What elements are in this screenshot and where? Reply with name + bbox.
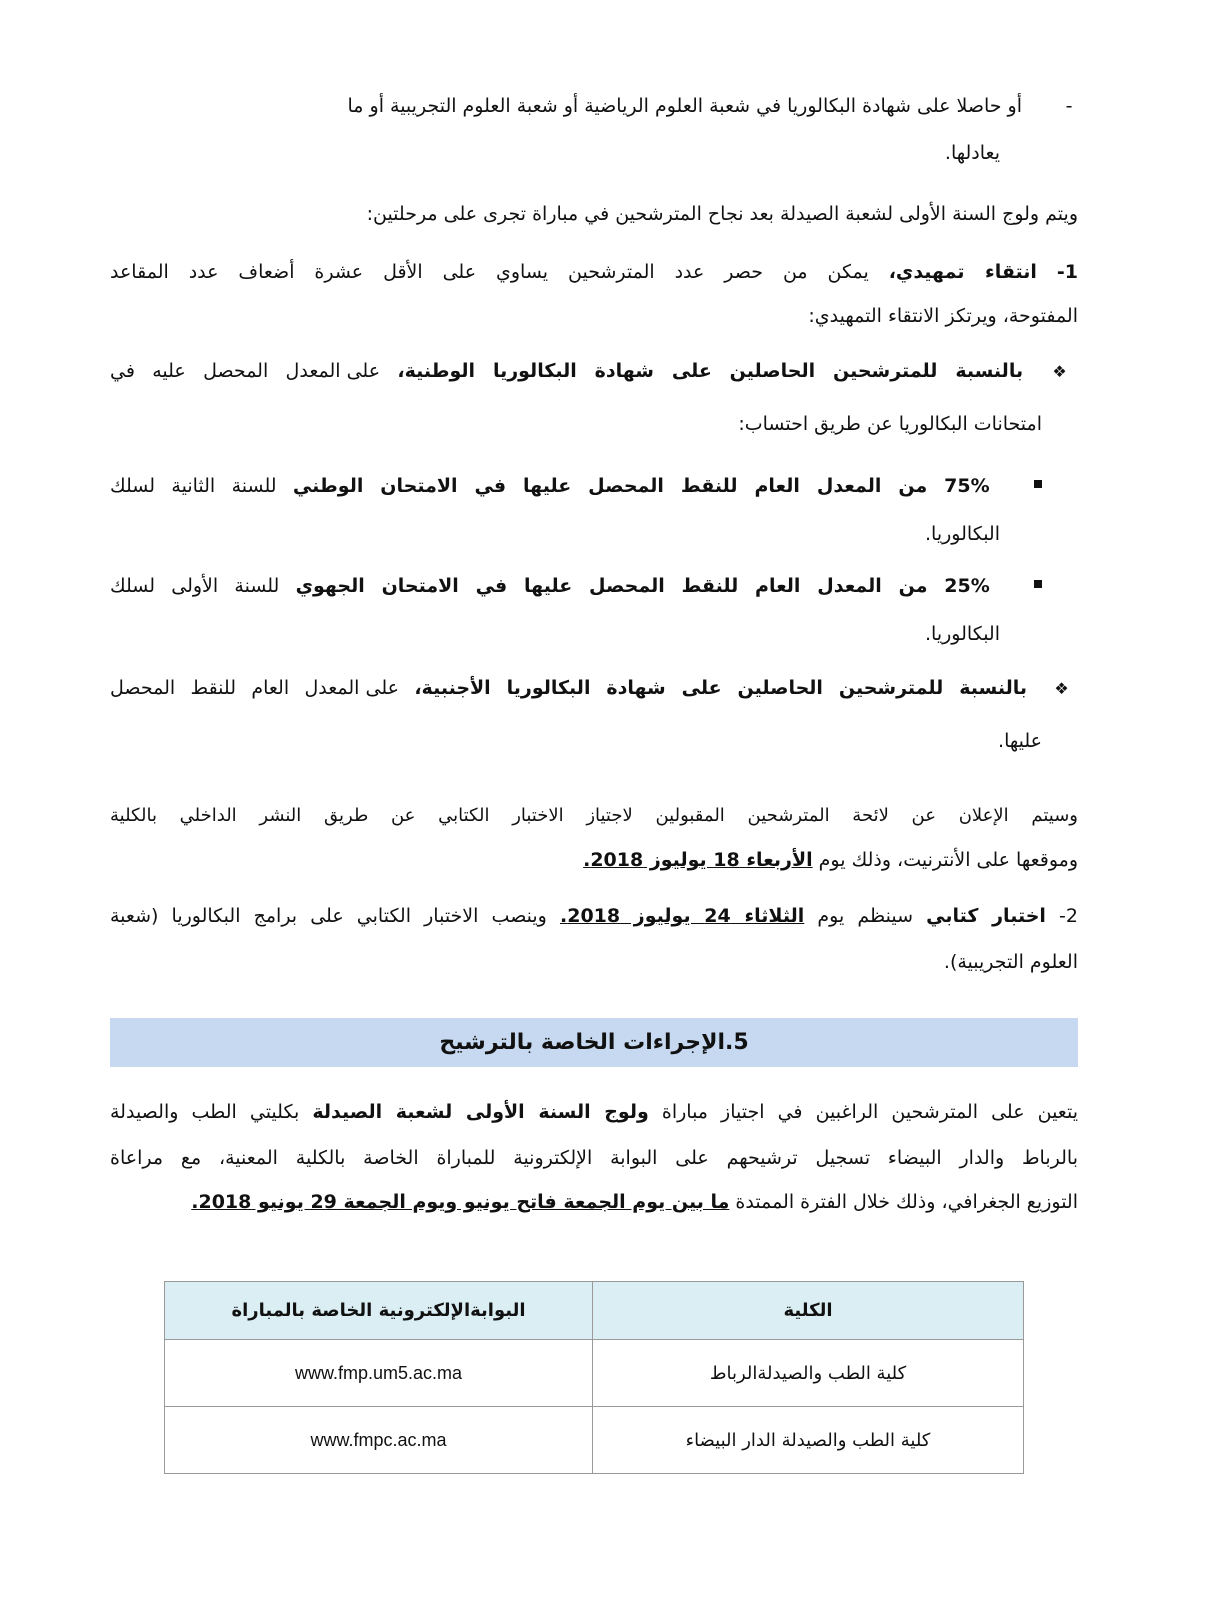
header-portal: البوابةالإلكترونية الخاصة بالمباراة — [165, 1282, 593, 1340]
stage1-paragraph-line1: 1- انتقاء تمهيدي، يمكن من حصر عدد المترشحين يساوي على الأقل عشرة أضعاف عدد المقاعد — [110, 261, 1078, 283]
table-header-row — [165, 1282, 1024, 1340]
faculty-cell: كلية الطب والصيدلةالرباط — [593, 1340, 1024, 1407]
announcement-line1: وسيتم الإعلان عن لائحة المترشحين المقبولين لاجتياز الاختبار الكتابي عن طريق النشر الداخلي بالكلية — [110, 805, 1078, 826]
portal-url-link[interactable]: www.fmp.um5.ac.ma — [165, 1340, 593, 1407]
national-bac-item: ❖ بالنسبة للمترشحين الحاصلين على شهادة البكالوريا الوطنية، على المعدل المحصل عليه في — [110, 360, 1079, 382]
sub-item-national-exam: 75% من المعدل العام للنقط المحصل عليها في الامتحان الوطني للسنة الثانية لسلك — [110, 472, 1078, 500]
section-heading: 5.الإجراءات الخاصة بالترشيح — [439, 1030, 749, 1055]
national-bac-continuation: امتحانات البكالوريا عن طريق احتساب: — [738, 413, 1042, 435]
announcement-date: الأربعاء 18 يوليوز 2018. — [583, 849, 813, 871]
portal-table — [164, 1281, 1024, 1474]
dash-item-continuation: يعادلها. — [944, 142, 1000, 164]
section5-paragraph-line2: بالرباط والدار البيضاء تسجيل ترشيحهم على البوابة الإلكترونية للمباراة الخاصة بالكلية المعنية، مع مراعاة — [110, 1147, 1078, 1169]
registration-period: ما بين يوم الجمعة فاتح يونيو ويوم الجمعة 29 يونيو 2018. — [191, 1191, 730, 1213]
stage2-line2: العلوم التجريبية). — [943, 951, 1078, 973]
dash-list-item: -أو حاصلا على شهادة البكالوريا في شعبة العلوم الرياضية أو شعبة العلوم التجريبية أو ما — [110, 92, 1078, 120]
stage1-paragraph-line2: المفتوحة، ويرتكز الانتقاء التمهيدي: — [808, 305, 1078, 327]
written-exam-date: الثلاثاء 24 يوليوز 2018. — [560, 905, 805, 927]
stage2-title: اختبار كتابي — [926, 905, 1046, 927]
stage1-title: انتقاء تمهيدي، — [888, 261, 1037, 283]
section-heading-bar — [110, 1018, 1078, 1067]
sub-item-national-continuation: البكالوريا. — [925, 523, 1000, 545]
dash-marker: - — [1065, 95, 1073, 117]
sub-item-regional-continuation: البكالوريا. — [925, 623, 1000, 645]
header-faculty: الكلية — [593, 1282, 1024, 1340]
square-bullet-icon — [1034, 580, 1042, 588]
stages-intro: ويتم ولوج السنة الأولى لشعبة الصيدلة بعد نجاح المترشحين في مباراة تجرى على مرحلتين: — [366, 203, 1078, 225]
foreign-bac-continuation: عليها. — [998, 730, 1042, 752]
faculty-cell: كلية الطب والصيدلة الدار البيضاء — [593, 1407, 1024, 1474]
diamond-bullet-icon: ❖ — [1054, 679, 1079, 698]
diamond-bullet-icon: ❖ — [1052, 362, 1079, 381]
section5-paragraph-line3: التوزيع الجغرافي، وذلك خلال الفترة الممتدة ما بين يوم الجمعة فاتح يونيو ويوم الجمعة 29 يونيو 2018. — [191, 1191, 1078, 1213]
table-row — [165, 1407, 1024, 1474]
announcement-line2: وموقعها على الأنترنيت، وذلك يوم الأربعاء 18 يوليوز 2018. — [583, 849, 1078, 871]
portal-url-link[interactable]: www.fmpc.ac.ma — [165, 1407, 593, 1474]
square-bullet-icon — [1034, 480, 1042, 488]
table-row — [165, 1340, 1024, 1407]
sub-item-regional-exam: 25% من المعدل العام للنقط المحصل عليها في الامتحان الجهوي للسنة الأولى لسلك — [110, 572, 1078, 600]
section5-paragraph-line1: يتعين على المترشحين الراغبين في اجتياز مباراة ولوج السنة الأولى لشعبة الصيدلة بكليتي الطب والصيدلة — [110, 1101, 1078, 1123]
foreign-bac-item: ❖ بالنسبة للمترشحين الحاصلين على شهادة البكالوريا الأجنبية، على المعدل العام للنقط المحصل — [110, 677, 1079, 699]
stage2-line1: 2- اختبار كتابي سينظم يوم الثلاثاء 24 يوليوز 2018. وينصب الاختبار الكتابي على برامج البكالوريا (شعبة — [110, 905, 1078, 927]
